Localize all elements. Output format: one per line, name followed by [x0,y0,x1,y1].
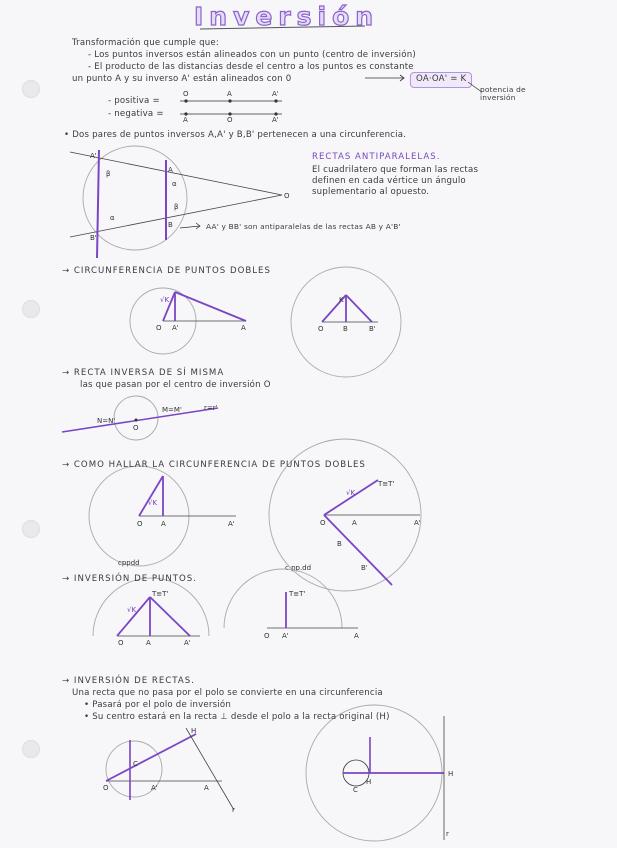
label-o: O [318,325,324,333]
label-o: O [320,519,326,527]
section-sub: las que pasan por el centro de inversión O [80,380,271,390]
point-ap [274,99,277,102]
segment-oh [106,734,196,781]
label-r: r [446,830,449,838]
section-heading: → CIRCUNFERENCIA DE PUNTOS DOBLES [62,266,271,276]
label-o: O [227,116,233,124]
label-r: r [232,806,235,814]
label-ap: A' [90,152,97,160]
label-o: O [264,632,270,640]
label-bp: B' [369,325,376,333]
label-b: B [337,540,342,548]
negativa-label: - negativa = [108,109,164,119]
label-a: A [146,639,151,647]
label-a: A [161,520,166,528]
label-tt: T≡T' [378,480,395,488]
label-ap: A' [184,639,191,647]
label-o: O [118,639,124,647]
angle-alpha: α [110,214,115,222]
point-a [228,99,231,102]
semicircle [224,569,342,628]
label-ap: A' [414,519,421,527]
label-cppdd: cppdd [118,559,140,567]
intro-line: - Los puntos inversos están alineados con un punto (centro de inversión) [88,50,416,60]
label-mm: M=M' [162,406,182,414]
rectas-line: definen en cada vértice un ángulo [312,176,466,186]
rectas-line: El cuadrilatero que forman las rectas [312,165,479,175]
label-a: A [168,166,173,174]
intro-line: - El producto de las distancias desde el centro a los puntos es constante [88,62,414,72]
formula: OA·OA' = K [416,74,467,84]
label-ap: A' [228,520,235,528]
label-bp: B' [361,564,368,572]
arrow-potencia [468,82,482,92]
point-o [135,419,138,422]
segment [346,295,372,322]
line-r [62,408,218,432]
label-a: A [354,632,359,640]
segment [117,597,150,636]
label-bp: B' [90,234,97,242]
label-a: A [227,90,232,98]
label-sqrtk: √K [346,489,356,497]
tangent-segment [324,480,378,515]
segment [150,597,190,636]
label-ap: A' [151,784,158,792]
label-o: O [156,324,162,332]
label-h: H [191,727,197,735]
rectas-text: • Pasará por el polo de inversión [84,700,231,710]
line-r [186,728,234,810]
label-nn: N=N' [97,417,116,425]
section-heading: → RECTA INVERSA DE SÍ MISMA [62,368,225,378]
secant-line [324,515,392,585]
label-a: A [204,784,209,792]
label-o: O [137,520,143,528]
label-c: C [353,786,358,794]
label-c: C [133,760,138,768]
pairs-text: • Dos pares de puntos inversos A,A' y B,B' pertenecen a una circunferencia. [64,130,407,140]
label-rr: r=r' [204,404,218,412]
label-o: O [133,424,139,432]
angle-alpha: α [172,180,177,188]
section-heading: → INVERSIÓN DE PUNTOS. [62,574,197,584]
label-a: A [241,324,246,332]
label-ap: A' [172,324,179,332]
positiva-label: - positiva = [108,96,160,106]
label-tt: T≡T' [152,590,169,598]
arrow-to-formula [365,75,404,81]
label-sqrtk: √K [148,499,158,507]
angle-beta: β [106,170,111,178]
rectas-text: Una recta que no pasa por el polo se convierte en una circunferencia [72,688,383,698]
intro-line: Transformación que cumple que: [72,38,219,48]
label-ap: A' [282,632,289,640]
rectas-text: • Su centro estará en la recta ⊥ desde el polo a la recta original (H) [84,712,390,722]
intro-line: un punto A y su inverso A' están alineados con 0 [72,74,292,84]
section-heading: → COMO HALLAR LA CIRCUNFERENCIA DE PUNTOS DOBLES [62,460,366,470]
ray-oa [70,152,282,195]
label-a: A [352,519,357,527]
rectas-title: RECTAS ANTIPARALELAS. [312,152,441,162]
point-o [184,99,187,102]
label-tt: T≡T' [289,590,306,598]
label-o: O [284,192,290,200]
label-b: B [343,325,348,333]
page-title: Inversión [194,2,380,31]
label-h: H [366,778,372,786]
arrow-antiparallel [180,223,200,229]
label-a: A [183,116,188,124]
angle-beta: β [174,203,179,211]
rectas-line: suplementario al opuesto. [312,187,430,197]
semicircle [93,578,209,636]
label-sqrtk: √K [127,606,137,614]
sqrtk-segment [139,476,163,516]
label-ap: A' [272,116,279,124]
label-o: O [103,784,109,792]
label-h: H [448,770,454,778]
antiparallel-note: AA' y BB' son antiparalelas de las rectas AB y A'B' [206,222,401,231]
line-apb [97,150,99,258]
section-heading: → INVERSIÓN DE RECTAS. [62,676,195,686]
label-k: K [339,296,344,304]
label-sqrtk: √K [160,296,170,304]
label-ap: A' [272,90,279,98]
potencia-note: potencia de inversión [480,85,526,102]
hypotenuse [175,292,246,321]
label-b: B [168,221,173,229]
label-o: O [183,90,189,98]
label-cppdd: c.pp.dd [285,564,312,572]
